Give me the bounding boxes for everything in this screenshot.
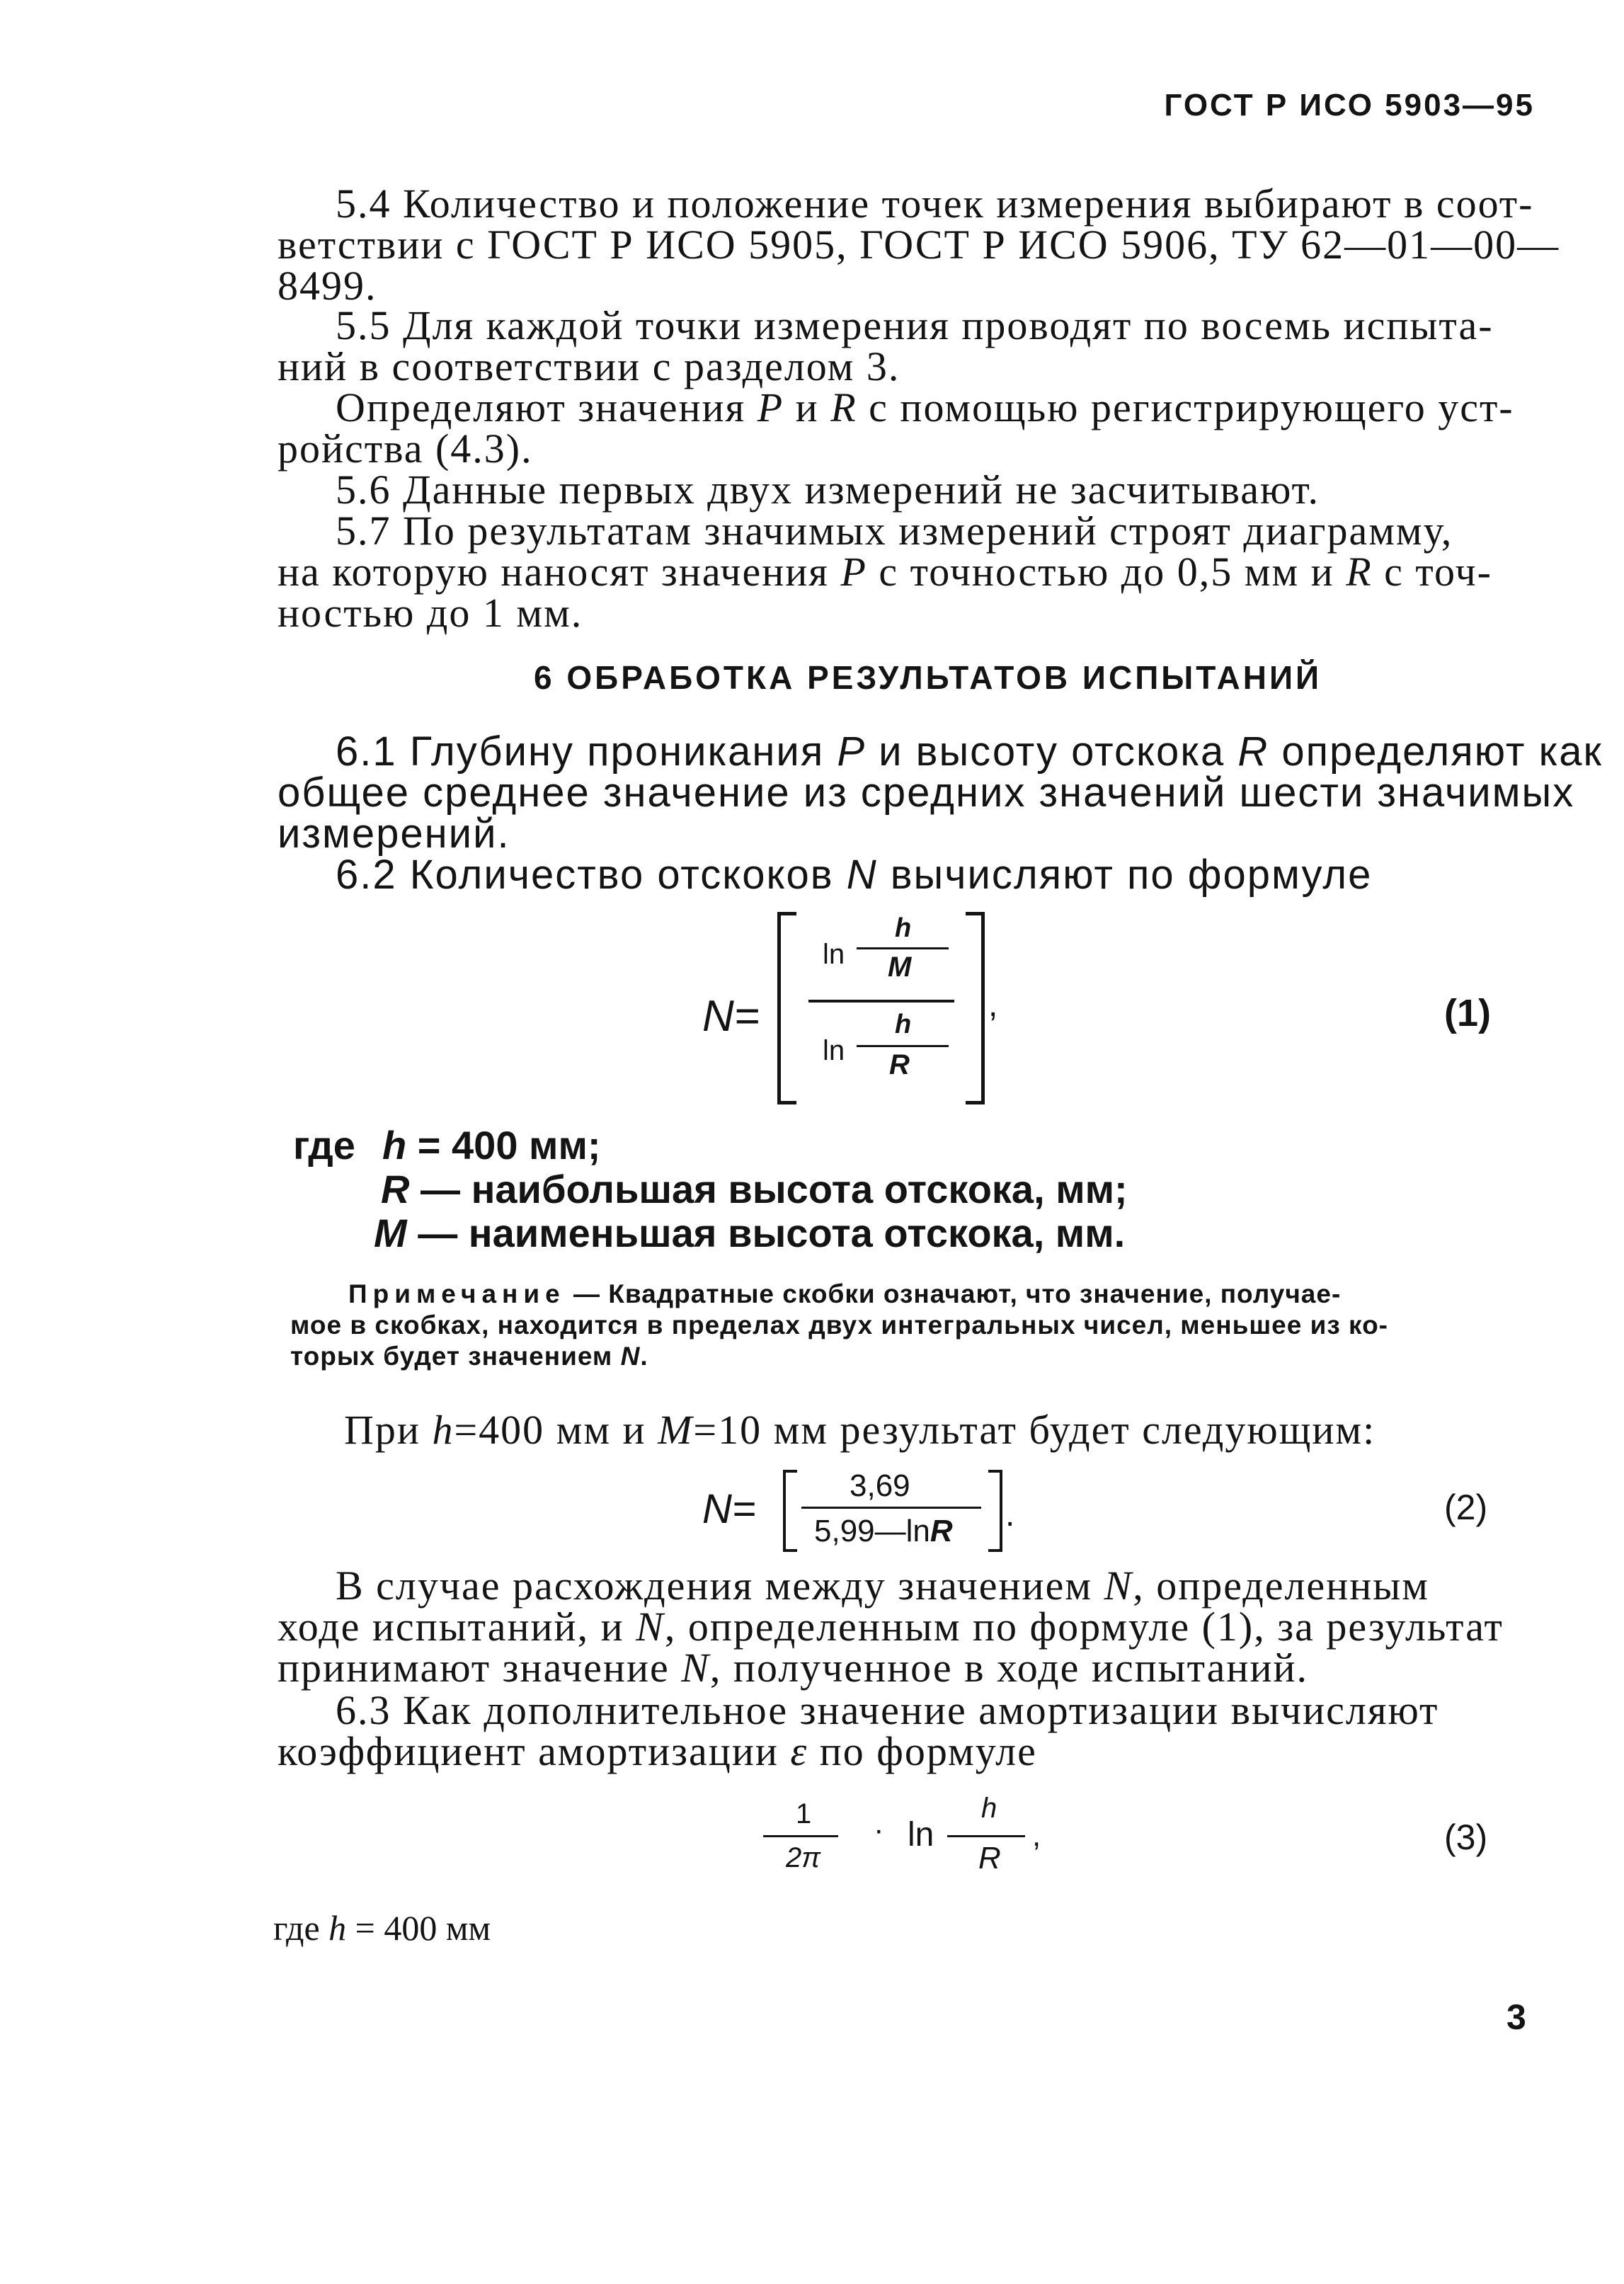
eq1-R: R	[889, 1049, 910, 1080]
eq3-comma: ,	[1032, 1818, 1041, 1853]
eq1-M: M	[888, 952, 912, 983]
eq2-left-bracket	[783, 1470, 797, 1552]
eq3-R: R	[978, 1841, 1001, 1875]
paragraph-5-6: 5.6 Данные первых двух измерений не засчитывают.	[336, 467, 1320, 513]
document-header: ГОСТ Р ИСО 5903—95	[1164, 88, 1535, 122]
paragraph-case-line-2: ходе испытаний, и N, определенным по формуле (1), за результат	[278, 1604, 1504, 1650]
eq1-comma: ,	[988, 986, 998, 1024]
eq2-right-bracket	[988, 1470, 1002, 1552]
eq1-h-top: h	[895, 913, 912, 943]
where-M: M — наименьшая высота отскока, мм.	[374, 1211, 1126, 1255]
paragraph-5-4-line-2: ветствии с ГОСТ Р ИСО 5905, ГОСТ Р ИСО 5906, ТУ 62—01—00—	[278, 222, 1560, 268]
eq3-dot: ·	[874, 1812, 884, 1847]
eq2-fraction-line	[801, 1507, 981, 1509]
eq2-denominator: 5,99—lnR	[814, 1514, 953, 1548]
note-line-1: Примечание — Квадратные скобки означают, что значение, получае-	[348, 1279, 1342, 1308]
eq3-fraction-line-2	[947, 1835, 1025, 1837]
paragraph-6-3-line-2: коэффициент амортизации ε по формуле	[278, 1728, 1037, 1774]
paragraph-define-line-2: ройства (4.3).	[278, 426, 533, 472]
eq3-h: h	[981, 1793, 997, 1824]
paragraph-at-h: При h=400 мм и M=10 мм результат будет следующим:	[344, 1407, 1376, 1453]
eq2-numerator: 3,69	[850, 1468, 910, 1503]
paragraph-5-7-line-3: ностью до 1 мм.	[278, 590, 583, 636]
eq1-ln-top: ln	[823, 939, 845, 970]
eq3-two-pi: 2π	[786, 1842, 821, 1873]
paragraph-5-7-line-1: 5.7 По результатам значимых измерений строят диаграмму,	[336, 508, 1453, 554]
eq3-fraction-line-1	[763, 1835, 838, 1837]
paragraph-define-line-1: Определяют значения P и R с помощью регистрирующего уст-	[336, 384, 1514, 430]
where-h: h = 400 мм;	[382, 1123, 601, 1167]
eq1-ln-bottom: ln	[823, 1035, 845, 1066]
eq1-left-bracket	[777, 912, 796, 1104]
where-2: где h = 400 мм	[273, 1908, 491, 1948]
eq1-h-bottom: h	[895, 1010, 912, 1039]
paragraph-6-1-line-1: 6.1 Глубину проникания P и высоту отскока R определяют как	[336, 729, 1603, 775]
paragraph-5-4-line-3: 8499.	[278, 263, 377, 309]
paragraph-6-1-line-2: общее среднее значение из средних значений шести значимых	[278, 770, 1575, 816]
eq2-lhs: N=	[702, 1486, 756, 1532]
where-R: R — наибольшая высота отскока, мм;	[381, 1167, 1128, 1211]
paragraph-6-3-line-1: 6.3 Как дополнительное значение амортизации вычисляют	[336, 1687, 1439, 1733]
paragraph-6-1-line-3: измерений.	[278, 811, 510, 857]
eq3-one: 1	[796, 1798, 812, 1829]
eq1-small-frac-top	[857, 947, 949, 949]
section-title: 6 ОБРАБОТКА РЕЗУЛЬТАТОВ ИСПЫТАНИЙ	[534, 659, 1322, 696]
paragraph-5-7-line-2: на которую наносят значения P с точностью до 0,5 мм и R с точ-	[278, 549, 1492, 595]
paragraph-case-line-1: В случае расхождения между значением N, определенным	[336, 1563, 1429, 1609]
eq2-period: .	[1005, 1496, 1015, 1534]
eq1-small-frac-bottom	[857, 1045, 949, 1047]
eq1-number: (1)	[1444, 992, 1491, 1034]
eq3-ln: ln	[908, 1816, 934, 1854]
paragraph-case-line-3: принимают значение N, полученное в ходе испытаний.	[278, 1645, 1309, 1691]
eq1-main-fraction-line	[808, 1000, 954, 1003]
eq2-number: (2)	[1444, 1488, 1488, 1527]
where-word: где	[293, 1123, 355, 1167]
eq1-right-bracket	[966, 912, 985, 1104]
eq1-lhs: N=	[702, 992, 760, 1041]
page-number: 3	[1506, 1997, 1526, 2037]
eq3-number: (3)	[1444, 1817, 1488, 1857]
paragraph-5-5-line-1: 5.5 Для каждой точки измерения проводят по восемь испыта-	[336, 302, 1494, 348]
note-line-2: мое в скобках, находится в пределах двух интегральных чисел, меньшее из ко-	[290, 1311, 1388, 1340]
paragraph-5-5-line-2: ний в соответствии с разделом 3.	[278, 343, 900, 389]
paragraph-5-4-line-1: 5.4 Количество и положение точек измерения выбирают в соот-	[336, 181, 1534, 227]
note-line-3: торых будет значением N.	[290, 1342, 648, 1371]
paragraph-6-2: 6.2 Количество отскоков N вычисляют по формуле	[336, 852, 1373, 898]
